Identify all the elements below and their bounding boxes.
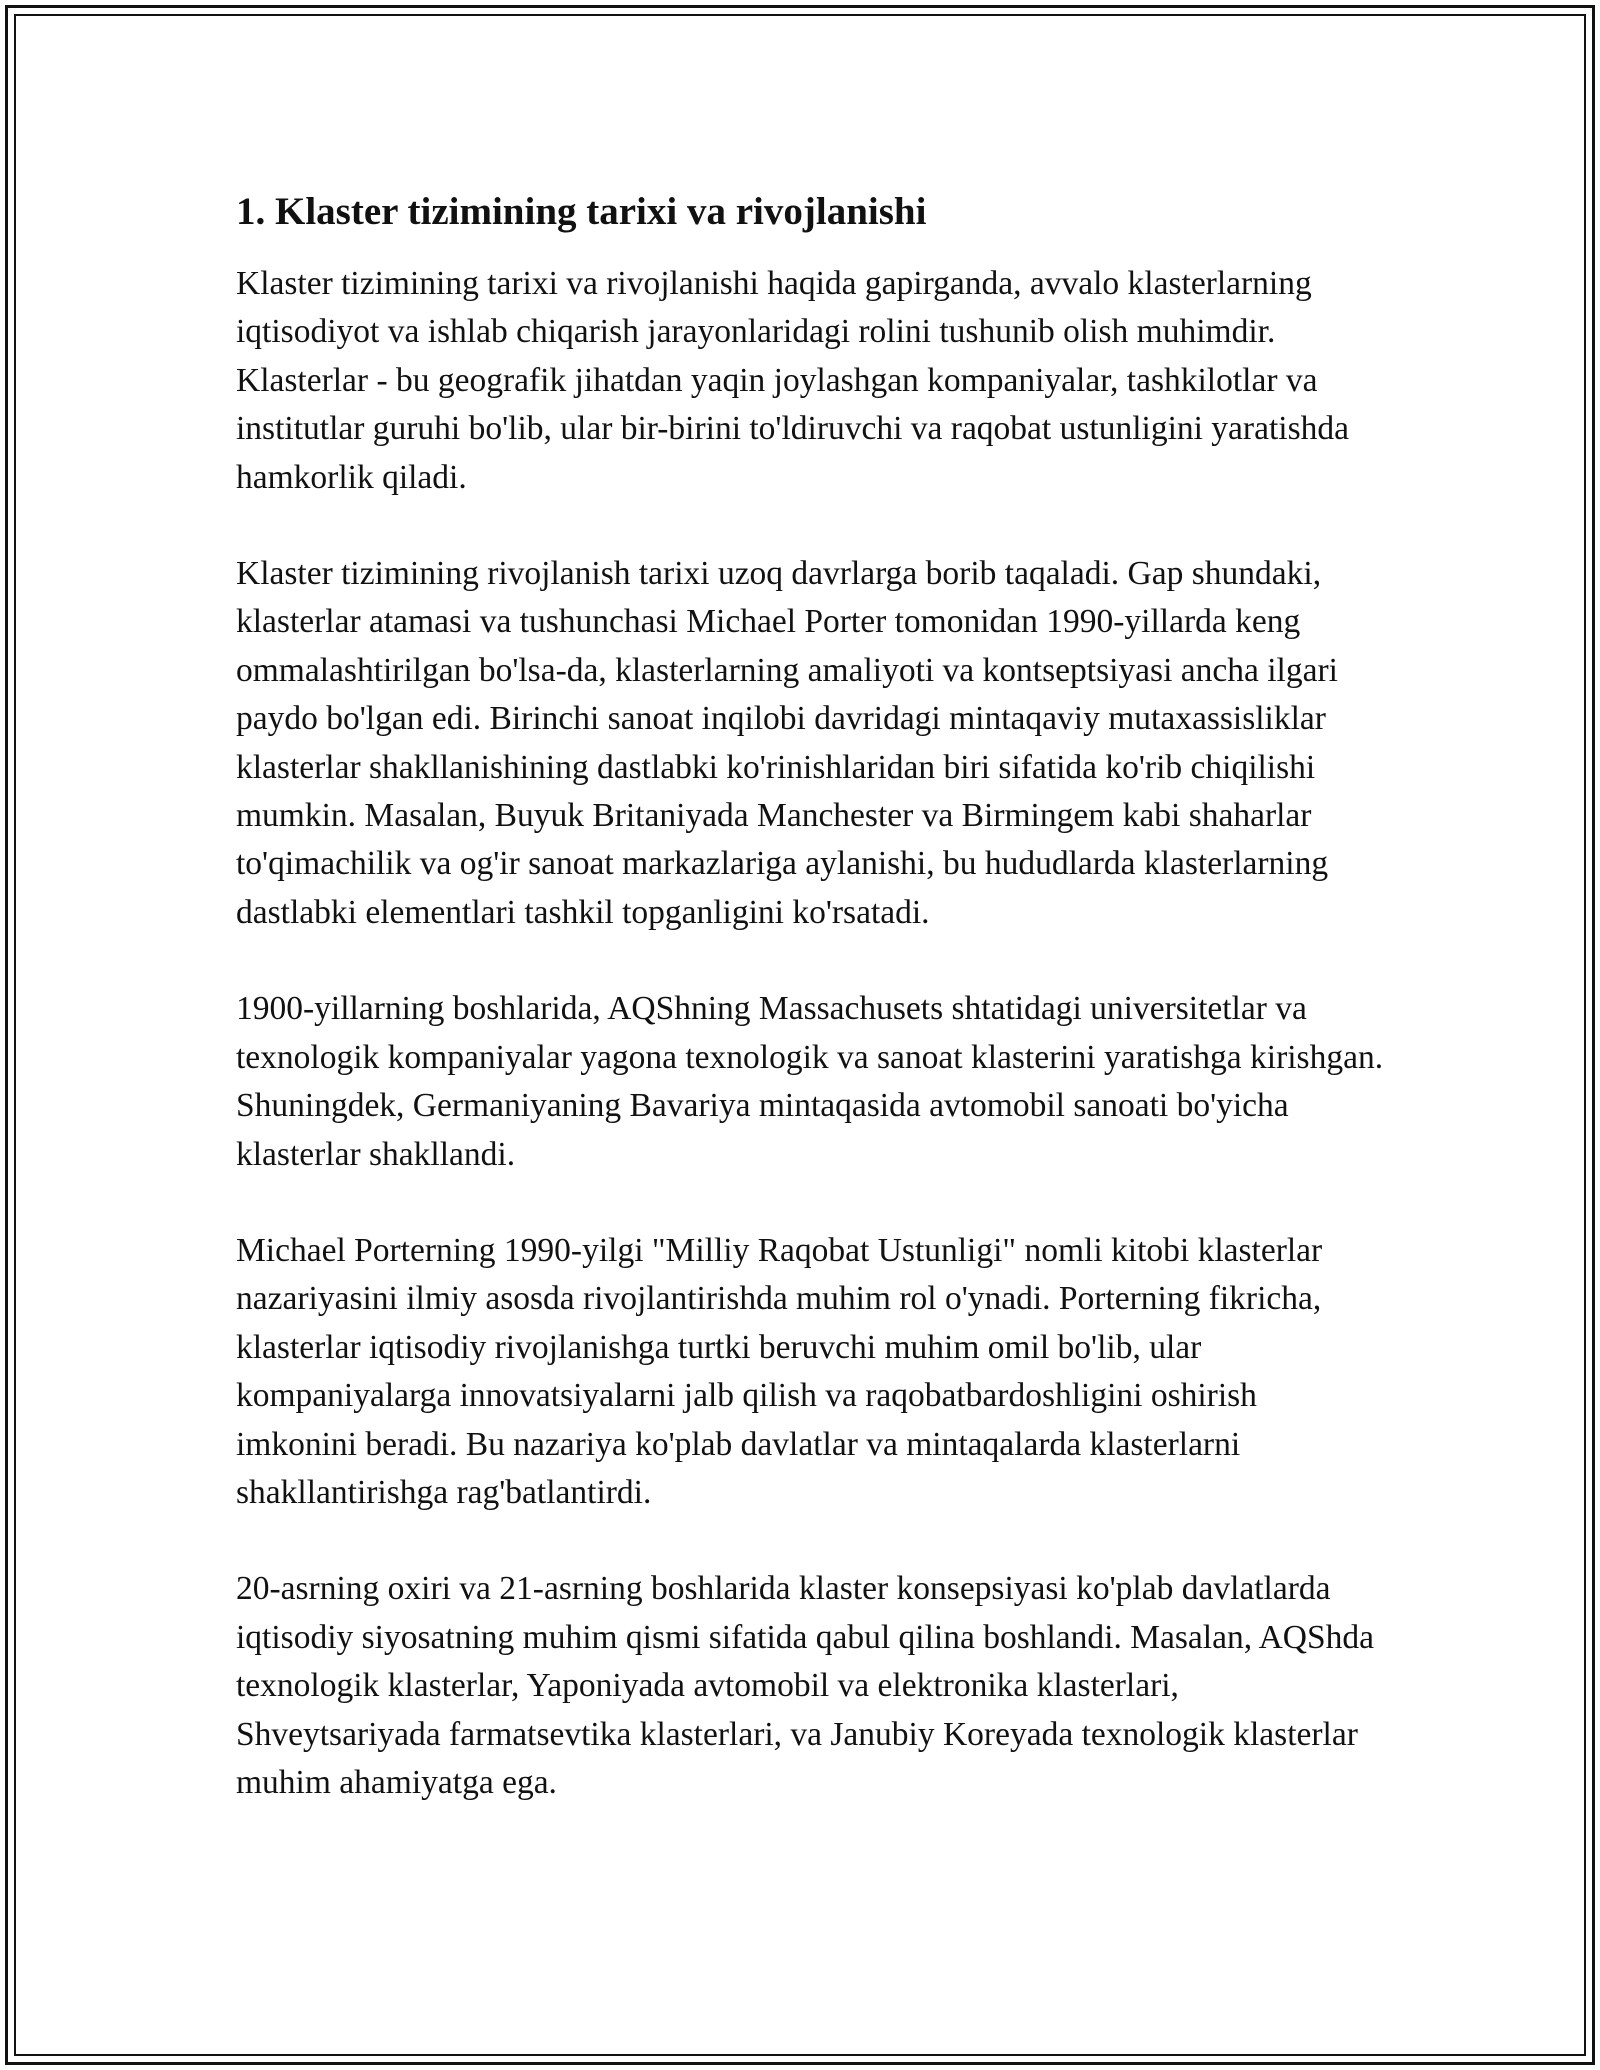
paragraph-3: 1900-yillarning boshlarida, AQShning Massachusets shtatidagi universitetlar va texnologik kompaniyalar yagona texnologik va sanoat klasterini yaratishga kirishgan. Shuningdek, Germaniyaning Bavariya mintaqasida avtomobil sanoati bo'yicha klasterlar shakllandi.: [236, 990, 1384, 1173]
paragraph-4: Michael Porterning 1990-yilgi "Milliy Raqobat Ustunligi" nomli kitobi klasterlar nazariyasini ilmiy asosda rivojlantirishda muhim rol o'ynadi. Porterning fikricha, klasterlar iqtisodiy rivojlanishga turtki beruvchi muhim omil bo'lib, ular kompaniyalarga innovatsiyalarni jalb qilish va raqobatbardoshligini oshirish imkonini beradi. Bu nazariya ko'plab davlatlar va mintaqalarda klasterlarni shakllantirishga rag'batlantirdi.: [236, 1231, 1323, 1511]
section-heading: 1. Klaster tizimining tarixi va rivojlanishi: [236, 190, 927, 233]
paragraph-1: Klaster tizimining tarixi va rivojlanishi haqida gapirganda, avvalo klasterlarning iqtisodiyot va ishlab chiqarish jarayonlaridagi rolini tushunib olish muhimdir. Klasterlar - bu geografik jihatdan yaqin joylashgan kompaniyalar, tashkilotlar va institutlar guruhi bo'lib, ular bir-birini to'ldiruvchi va raqobat ustunligini yaratishda hamkorlik qiladi.: [236, 265, 1349, 496]
document-body: [236, 186, 1386, 1855]
paragraph-2: Klaster tizimining rivojlanish tarixi uzoq davrlarga borib taqaladi. Gap shundaki, klasterlar atamasi va tushunchasi Michael Porter tomonidan 1990-yillarda keng ommalashtirilgan bo'lsa-da, klasterlarning amaliyoti va kontseptsiyasi ancha ilgari paydo bo'lgan edi. Birinchi sanoat inqilobi davridagi mintaqaviy mutaxassisliklar klasterlar shakllanishining dastlabki ko'rinishlaridan biri sifatida ko'rib chiqilishi mumkin. Masalan, Buyuk Britaniyada Manchester va Birmingem kabi shaharlar to'qimachilik va og'ir sanoat markazlariga aylanishi, bu hududlarda klasterlarning dastlabki elementlari tashkil topganligini ko'rsatadi.: [236, 555, 1338, 931]
paragraph-5: 20-asrning oxiri va 21-asrning boshlarida klaster konsepsiyasi ko'plab davlatlarda iqtisodiy siyosatning muhim qismi sifatida qabul qilina boshlandi. Masalan, AQShda texnologik klasterlar, Yaponiyada avtomobil va elektronika klasterlari, Shveytsariyada farmatsevtika klasterlari, va Janubiy Koreyada texnologik klasterlar muhim ahamiyatga ega.: [236, 1570, 1375, 1801]
